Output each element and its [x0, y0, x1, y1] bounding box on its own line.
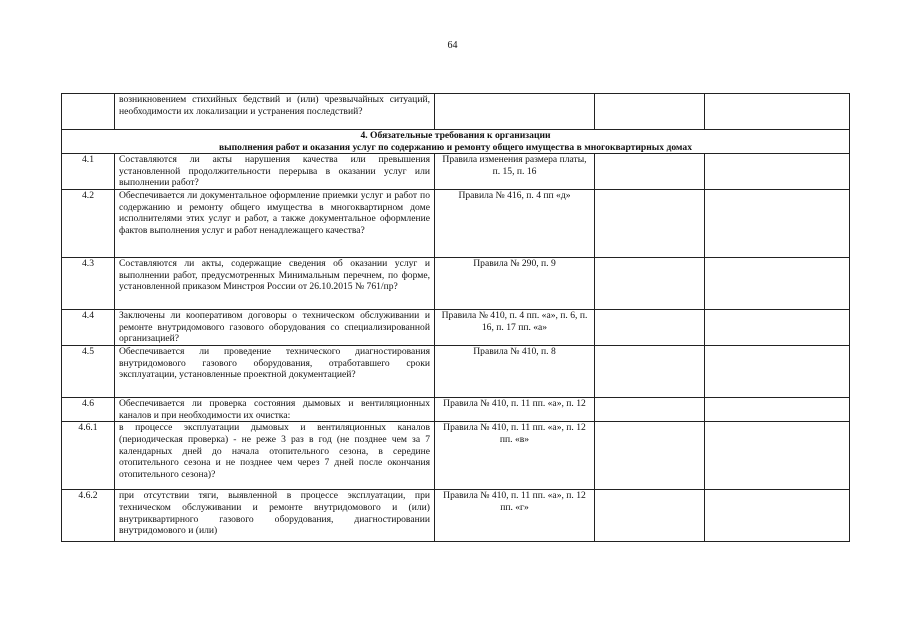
note-cell	[705, 258, 850, 310]
note-cell	[705, 398, 850, 422]
reference-cell: Правила № 410, п. 11 пп. «а», п. 12	[435, 398, 595, 422]
requirements-table	[61, 93, 850, 542]
note-cell	[705, 154, 850, 190]
note-cell	[705, 346, 850, 398]
num-cell	[62, 94, 115, 130]
question-cell: Обеспечивается ли проверка состояния дымовых и вентиляционных каналов и при необходимости их очистка:	[115, 398, 435, 422]
answer-cell	[595, 310, 705, 346]
table-row	[62, 190, 850, 258]
answer-cell	[595, 422, 705, 490]
section-header-row	[62, 130, 850, 154]
item-number: 4.4	[62, 310, 115, 346]
question-cell: Обеспечивается ли документальное оформление приемки услуг и работ по содержанию и ремонту общего имущества в многоквартирном доме исполнителями этих услуг и работ, а также документальное оформление фактов выполнения услуг и работ ненадлежащего качества?	[115, 190, 435, 258]
question-cell: Составляются ли акты нарушения качества или превышения установленной продолжительности перерыва в оказании услуг или выполнении работ?	[115, 154, 435, 190]
item-number: 4.6.1	[62, 422, 115, 490]
item-number: 4.1	[62, 154, 115, 190]
note-cell	[705, 190, 850, 258]
answer-cell	[595, 398, 705, 422]
answer-cell	[595, 154, 705, 190]
page-number: 64	[447, 40, 458, 51]
reference-cell: Правила № 290, п. 9	[435, 258, 595, 310]
reference-cell: Правила № 416, п. 4 пп «д»	[435, 190, 595, 258]
item-number: 4.6	[62, 398, 115, 422]
question-cell: возникновением стихийных бедствий и (или) чрезвычайных ситуаций, необходимости их локализации и устранения последствий?	[115, 94, 435, 130]
item-number: 4.2	[62, 190, 115, 258]
reference-cell: Правила № 410, п. 11 пп. «а», п. 12 пп. «г»	[435, 490, 595, 542]
note-cell	[705, 94, 850, 130]
section-heading-line-2: выполнения работ и оказания услуг по содержанию и ремонту общего имущества в многоквартирных домах	[218, 141, 692, 153]
item-number: 4.5	[62, 346, 115, 398]
item-number: 4.6.2	[62, 490, 115, 542]
question-cell: Составляются ли акты, содержащие сведения об оказании услуг и выполнении работ, предусмотренных Минимальным перечнем, по форме, установленной приказом Минстроя России от 26.10.2015 № 761/пр?	[115, 258, 435, 310]
note-cell	[705, 490, 850, 542]
question-cell: Заключены ли кооперативом договоры о техническом обслуживании и ремонте внутридомового газового оборудования со специализированной организацией?	[115, 310, 435, 346]
table-row-continuation	[62, 94, 850, 130]
question-cell: Обеспечивается ли проведение технического диагностирования внутридомового газового оборудования, отработавшего сроки эксплуатации, установленные проектной документацией?	[115, 346, 435, 398]
reference-cell: Правила № 410, п. 11 пп. «а», п. 12 пп. «в»	[435, 422, 595, 490]
answer-cell	[595, 190, 705, 258]
reference-cell: Правила № 410, п. 8	[435, 346, 595, 398]
note-cell	[705, 310, 850, 346]
table-row	[62, 310, 850, 346]
table-row	[62, 346, 850, 398]
table-row	[62, 490, 850, 542]
answer-cell	[595, 94, 705, 130]
section-heading	[62, 130, 850, 154]
answer-cell	[595, 258, 705, 310]
reference-cell	[435, 94, 595, 130]
section-heading-line-1: 4. Обязательные требования к организации	[360, 130, 551, 141]
table-row	[62, 154, 850, 190]
reference-cell: Правила изменения размера платы, п. 15, п. 16	[435, 154, 595, 190]
note-cell	[705, 422, 850, 490]
item-number: 4.3	[62, 258, 115, 310]
answer-cell	[595, 346, 705, 398]
answer-cell	[595, 490, 705, 542]
table-row	[62, 398, 850, 422]
question-cell: при отсутствии тяги, выявленной в процессе эксплуатации, при техническом обслуживании и ремонте внутридомового и (или) внутриквартирного газового оборудования, диагностировании внутридомового и (или)	[115, 490, 435, 542]
reference-cell: Правила № 410, п. 4 пп. «а», п. 6, п. 16, п. 17 пп. «а»	[435, 310, 595, 346]
table-row	[62, 422, 850, 490]
question-cell: в процессе эксплуатации дымовых и вентиляционных каналов (периодическая проверка) - не реже 3 раз в год (не позднее чем за 7 календарных дней до начала отопительного сезона, в середине отопительного сезона и не позднее чем через 7 дней после окончания отопительного сезона)?	[115, 422, 435, 490]
table-row	[62, 258, 850, 310]
